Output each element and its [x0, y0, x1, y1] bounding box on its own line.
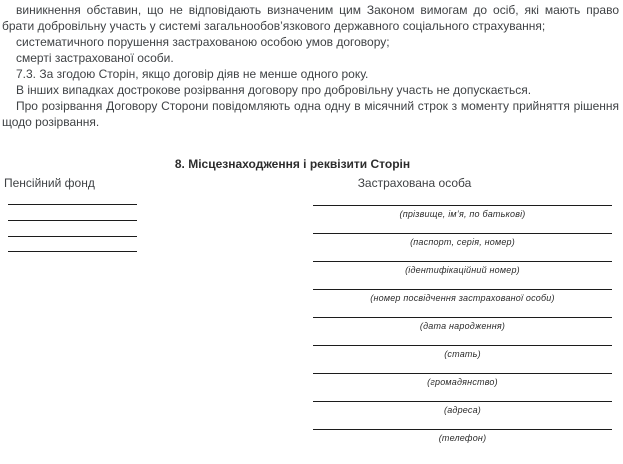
left-column-title: Пенсійний фонд [4, 176, 95, 190]
section-heading: 8. Місцезнаходження і реквізити Сторін [174, 157, 411, 171]
field-underline [313, 289, 612, 290]
form-field-certificate-number [313, 289, 612, 303]
field-label: (прізвище, ім’я, по батькові) [399, 209, 526, 219]
contract-text-block [2, 2, 619, 130]
pension-fund-blank-line-3 [8, 236, 137, 237]
paragraph-termination-notice: Про розірвання Договору Сторони повідомляють одна одну в місячний строк з моменту прийняття рішення щодо розірвання. [2, 99, 619, 129]
field-underline [313, 261, 612, 262]
form-field-birth-date [313, 317, 612, 331]
paragraph-systematic-violation: систематичного порушення застрахованою особою умов договору; [16, 35, 390, 49]
paragraph-conditions: виникнення обставин, що не відповідають визначеним цим Законом вимогам до осіб, які мають право брати добровільну участь у системі загальнообов’язкового державного соціального страхування; [2, 3, 619, 33]
field-label: (стать) [444, 349, 481, 359]
paragraph-7-3: 7.3. За згодою Сторін, якщо договір діяв не менше одного року. [16, 67, 369, 81]
field-underline [313, 401, 612, 402]
field-label: (громадянство) [427, 377, 498, 387]
field-underline [313, 373, 612, 374]
field-underline [313, 317, 612, 318]
form-field-address [313, 401, 612, 415]
form-field-sex [313, 345, 612, 359]
field-label: (паспорт, серія, номер) [410, 237, 515, 247]
paragraph-other-cases: В інших випадках дострокове розірвання договору про добровільну участь не допускається. [16, 83, 532, 97]
field-underline [313, 205, 612, 206]
form-field-passport [313, 233, 612, 247]
paragraph-death: смерті застрахованої особи. [16, 51, 174, 65]
form-field-full-name [313, 205, 612, 219]
form-field-phone [313, 429, 612, 443]
right-column-title: Застрахована особа [357, 176, 472, 190]
pension-fund-blank-line-1 [8, 204, 137, 205]
field-underline [313, 345, 612, 346]
field-label: (дата народження) [419, 321, 506, 331]
pension-fund-blank-line-2 [8, 220, 137, 221]
form-field-identification-number [313, 261, 612, 275]
field-label: (ідентифікаційний номер) [405, 265, 520, 275]
field-label: (номер посвідчення застрахованої особи) [370, 293, 555, 303]
field-label: (телефон) [438, 433, 487, 443]
field-underline [313, 429, 612, 430]
field-underline [313, 233, 612, 234]
field-label: (адреса) [444, 405, 481, 415]
form-field-citizenship [313, 373, 612, 387]
pension-fund-blank-line-4 [8, 251, 137, 252]
